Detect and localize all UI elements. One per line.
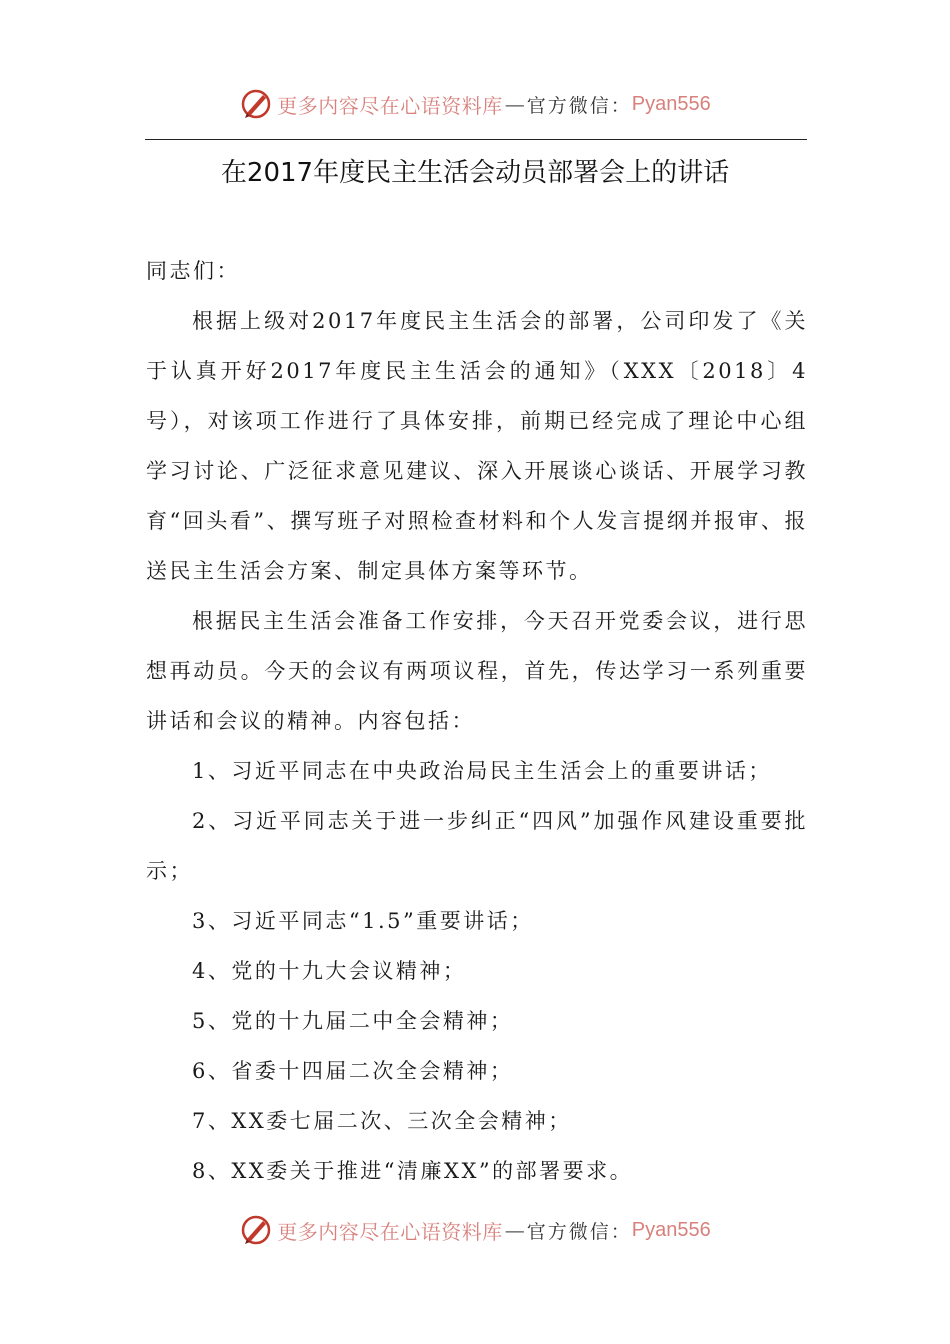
header-divider	[145, 139, 807, 140]
paragraph: 根据民主生活会准备工作安排，今天召开党委会议，进行思想再动员。今天的会议有两项议程，首先，传达学习一系列重要讲话和会议的精神。内容包括：	[146, 609, 808, 733]
salutation: 同志们：	[146, 259, 240, 283]
page-title: 在2017年度民主生活会动员部署会上的讲话	[220, 158, 730, 188]
banner-text: 更多内容尽在心语资料库	[277, 93, 503, 118]
list-item: 1、习近平同志在中央政治局民主生活会上的重要讲话；	[192, 759, 772, 783]
footer-banner	[0, 1208, 950, 1252]
banner-separator: —	[504, 92, 525, 116]
list-item: 2、习近平同志关于进一步纠正“四风”加强作风建设重要批示；	[146, 809, 808, 883]
list-item: 7、XX委七届二次、三次全会精神；	[192, 1109, 572, 1133]
list-item: 5、党的十九届二中全会精神；	[192, 1009, 514, 1033]
banner-wechat-id: Pyan556	[631, 1218, 711, 1241]
header-banner	[0, 82, 950, 126]
banner-separator: —	[504, 1218, 525, 1242]
list-item: 3、习近平同志“1.5”重要讲话；	[192, 909, 534, 933]
banner-wechat-label: 官方微信：	[526, 94, 632, 117]
banner-wechat-id: Pyan556	[631, 92, 711, 115]
banner-text: 更多内容尽在心语资料库	[277, 1219, 503, 1244]
paragraph: 根据上级对2017年度民主生活会的部署，公司印发了《关于认真开好2017年度民主生活会的通知》（XXX〔2018〕4号），对该项工作进行了具体安排，前期已经完成了理论中心组学习讨论、广泛征求意见建议、深入开展谈心谈话、开展学习教育“回头看”、撰写班子对照检查材料和个人发言提纲并报审、报送民主生活会方案、制定具体方案等环节。	[146, 309, 808, 583]
list-item: 4、党的十九大会议精神；	[192, 959, 467, 983]
pen-logo-icon	[239, 87, 273, 121]
pen-logo-icon	[239, 1213, 273, 1247]
document-body	[146, 246, 808, 1196]
list-item: 6、省委十四届二次全会精神；	[192, 1059, 514, 1083]
banner-wechat-label: 官方微信：	[526, 1220, 632, 1243]
list-item: 8、XX委关于推进“清廉XX”的部署要求。	[192, 1159, 634, 1183]
